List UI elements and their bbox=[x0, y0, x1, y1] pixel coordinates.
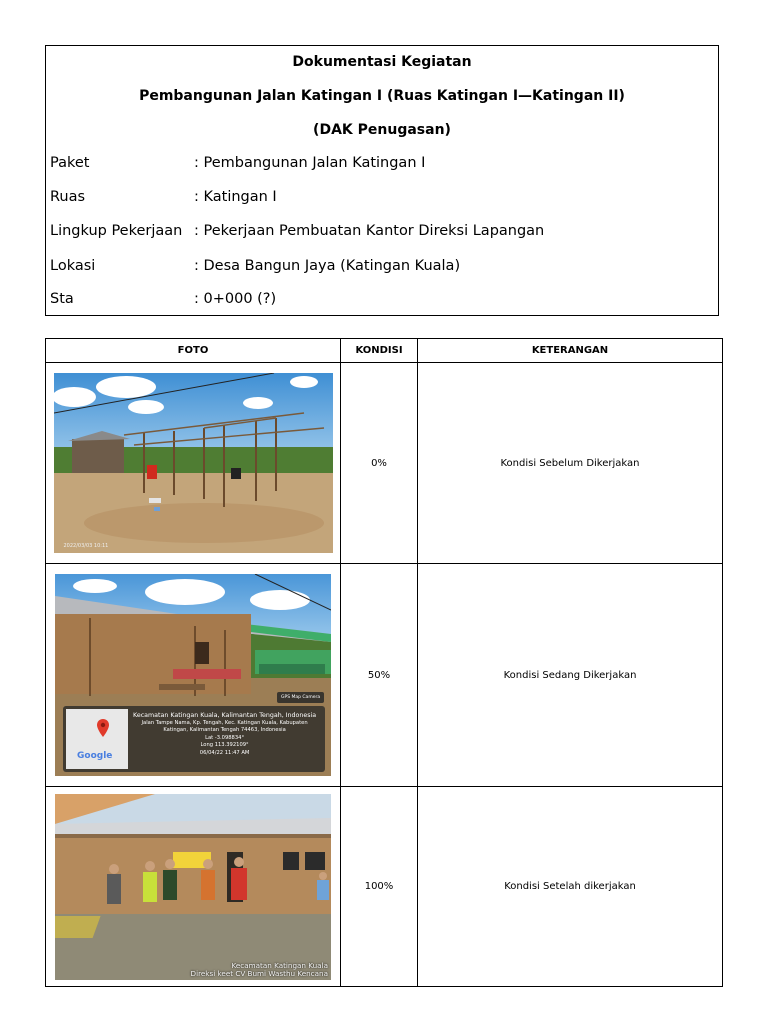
project-subtitle: Pembangunan Jalan Katingan I (Ruas Katingan I—Katingan II) bbox=[139, 88, 625, 104]
table-row bbox=[46, 787, 723, 987]
header-notes: KETERANGAN bbox=[418, 339, 723, 363]
map-pin-icon bbox=[97, 719, 109, 737]
gps-address-1: Jalan Tampe Nama, Kp. Tengah, Kec. Katingan Kuala, Kabupaten bbox=[141, 719, 308, 726]
condition-cell: 50% bbox=[341, 564, 418, 787]
table-row bbox=[46, 564, 723, 787]
caption-line-2: Direksi keet CV Bumi Wasthu Kencana bbox=[190, 968, 328, 978]
field-label: Lingkup Pekerjaan bbox=[50, 223, 183, 239]
photo-after bbox=[55, 794, 331, 980]
gps-overlay bbox=[63, 695, 325, 772]
field-label: Paket bbox=[50, 155, 90, 171]
field-label: Ruas bbox=[50, 189, 86, 205]
photo-timestamp: 2022/03/03 10:11 bbox=[63, 543, 109, 549]
header-condition: KONDISI bbox=[341, 339, 418, 363]
gps-location: Kecamatan Katingan Kuala, Kalimantan Tengah, Indonesia bbox=[133, 712, 317, 719]
gps-datetime: 06/04/22 11:47 AM bbox=[199, 749, 250, 756]
documentation-table bbox=[45, 338, 723, 987]
caption-line-1: Kecamatan Katingan Kuala bbox=[231, 960, 328, 970]
table-row bbox=[46, 363, 723, 564]
field-value: : Pekerjaan Pembuatan Kantor Direksi Lapangan bbox=[194, 223, 545, 239]
photo-cell bbox=[46, 363, 341, 564]
photo-caption bbox=[191, 962, 328, 978]
gps-badge: GPS Map Camera bbox=[277, 692, 324, 703]
photo-cell bbox=[46, 787, 341, 987]
condition-cell: 0% bbox=[341, 363, 418, 564]
field-value: : 0+000 (?) bbox=[194, 291, 277, 307]
notes-cell: Kondisi Sedang Dikerjakan bbox=[418, 564, 723, 787]
condition-cell: 100% bbox=[341, 787, 418, 987]
gps-details bbox=[133, 712, 316, 757]
header-photo: FOTO bbox=[46, 339, 341, 363]
google-logo: Google bbox=[77, 751, 113, 761]
document-title: Dokumentasi Kegiatan bbox=[292, 54, 472, 70]
field-value: : Desa Bangun Jaya (Katingan Kuala) bbox=[194, 258, 461, 274]
notes-cell: Kondisi Sebelum Dikerjakan bbox=[418, 363, 723, 564]
table-header-row bbox=[46, 339, 723, 363]
program-label: (DAK Penugasan) bbox=[313, 122, 451, 138]
field-label: Sta bbox=[50, 291, 74, 307]
field-value: : Katingan I bbox=[194, 189, 277, 205]
map-thumbnail bbox=[66, 709, 128, 769]
field-value: : Pembangunan Jalan Katingan I bbox=[194, 155, 426, 171]
gps-address-2: Katingan, Kalimantan Tengah 74463, Indonesia bbox=[163, 727, 286, 733]
photo-cell bbox=[46, 564, 341, 787]
photo-progress bbox=[55, 574, 331, 776]
notes-cell: Kondisi Setelah dikerjakan bbox=[418, 787, 723, 987]
gps-long: Long 113.392109° bbox=[200, 742, 249, 748]
field-label: Lokasi bbox=[50, 258, 96, 274]
gps-lat: Lat -3.098834° bbox=[205, 734, 245, 741]
header-box bbox=[45, 45, 719, 316]
photo-before bbox=[54, 373, 333, 553]
